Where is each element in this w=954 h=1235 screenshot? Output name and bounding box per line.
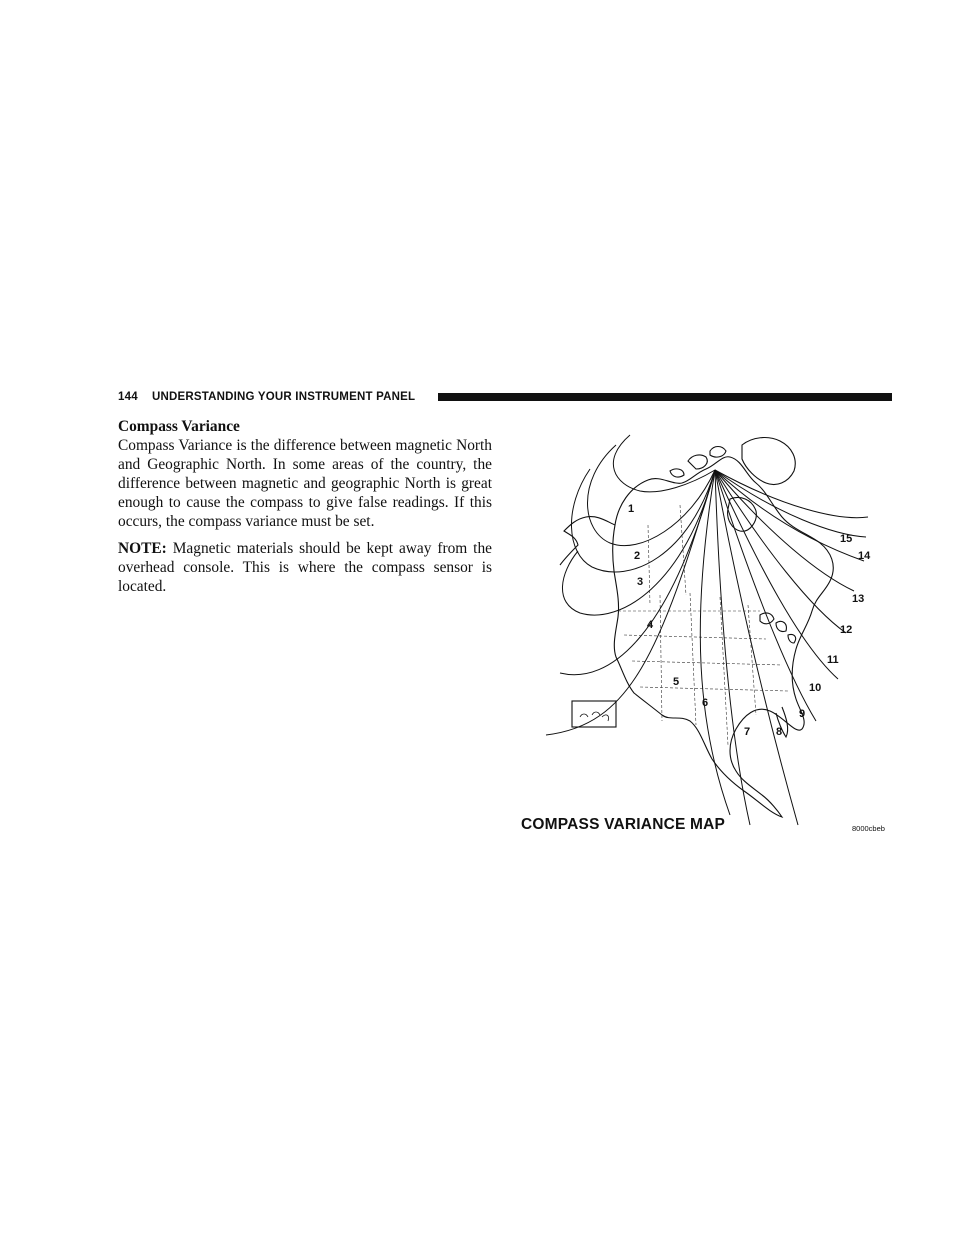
- article-paragraph: Compass Variance is the difference between magnetic North and Geographic North. In some areas of the country, the difference between magnetic and geographic North is great enough to cause the compass to give false readings. If this occurs, the compass variance must be set.: [118, 437, 492, 530]
- zone-label-3: 3: [637, 576, 644, 588]
- compass-variance-map: [520, 425, 892, 845]
- note-paragraph: [118, 539, 492, 596]
- zone-label-4: 4: [647, 619, 654, 631]
- zone-label-11: 11: [827, 654, 839, 666]
- zone-label-2: 2: [634, 550, 641, 562]
- zone-label-9: 9: [799, 708, 806, 720]
- section-title: UNDERSTANDING YOUR INSTRUMENT PANEL: [152, 391, 416, 403]
- page-header: [118, 389, 892, 405]
- zone-label-7: 7: [744, 726, 751, 738]
- isogonic-lines: [546, 435, 868, 825]
- figure-code: 8000cbeb: [852, 824, 885, 833]
- article-heading: Compass Variance: [118, 418, 240, 435]
- header-rule: [438, 393, 892, 401]
- alaska-outline: [560, 517, 615, 565]
- zone-label-8: 8: [776, 726, 783, 738]
- zone-label-5: 5: [673, 676, 680, 688]
- article: [118, 417, 492, 604]
- page-number: 144: [118, 391, 138, 403]
- zone-label-1: 1: [628, 503, 635, 515]
- zone-label-14: 14: [858, 550, 871, 562]
- zone-label-13: 13: [852, 593, 865, 605]
- hawaii-inset: [572, 701, 616, 727]
- map-caption: COMPASS VARIANCE MAP: [521, 816, 726, 833]
- zone-label-10: 10: [809, 682, 822, 694]
- zone-label-6: 6: [702, 697, 709, 709]
- note-label: NOTE:: [118, 540, 167, 557]
- zone-label-15: 15: [840, 533, 853, 545]
- map-illustration: [520, 425, 892, 845]
- note-text: Magnetic materials should be kept away from the overhead console. This is where the compass sensor is located.: [118, 540, 492, 595]
- zone-label-12: 12: [840, 624, 853, 636]
